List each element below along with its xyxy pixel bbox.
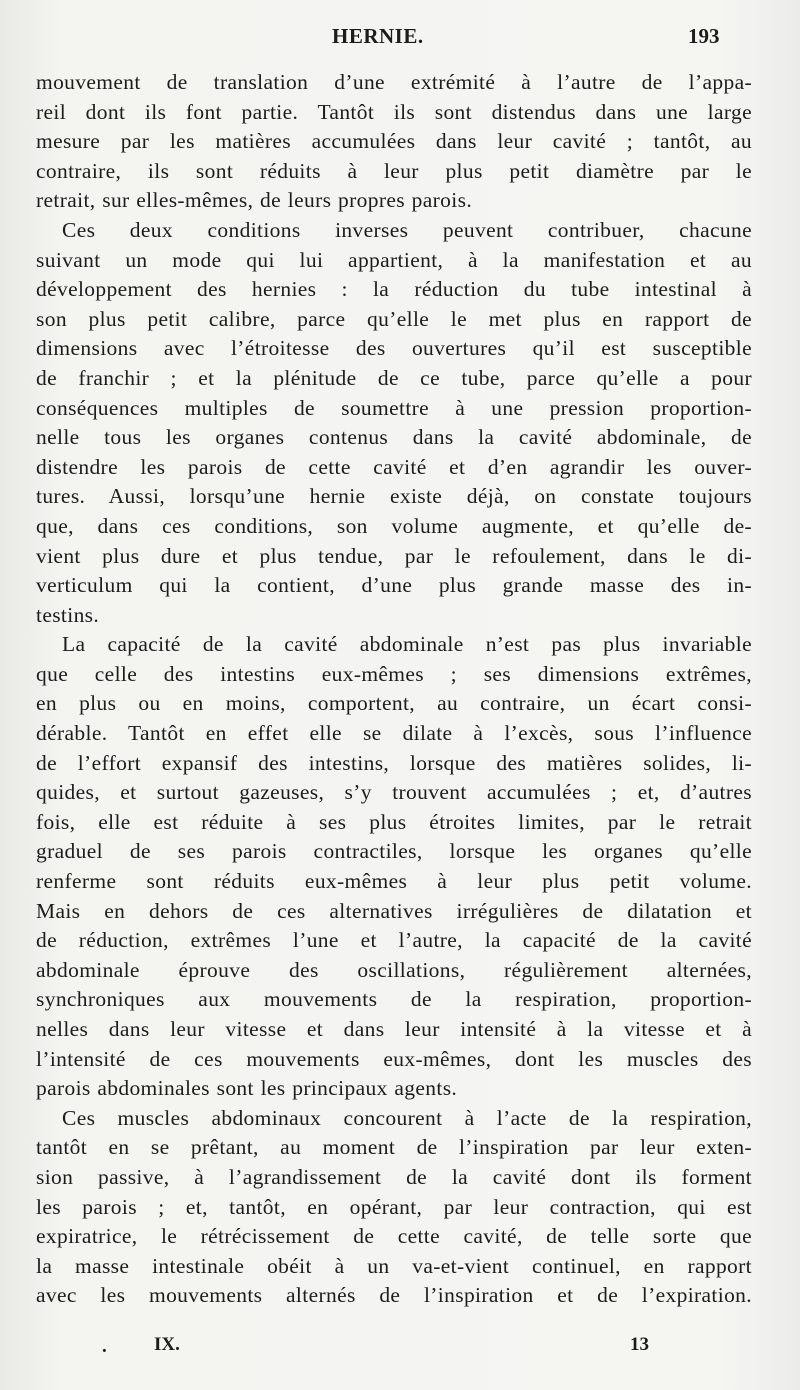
- text-line: Ces muscles abdominaux concourent à l’acte de la respiration,: [62, 1105, 752, 1130]
- signature-number: 13: [630, 1334, 649, 1355]
- page-number: 193: [688, 24, 720, 48]
- text-line: conséquences multiples de soumettre à une pression proportion-: [36, 395, 752, 420]
- text-line: distendre les parois de cette cavité et d’en agrandir les ouver-: [36, 454, 752, 479]
- text-line: graduel de ses parois contractiles, lorsque les organes qu’elle: [36, 839, 752, 864]
- paragraph-4: [36, 1104, 752, 1311]
- text-line: synchroniques aux mouvements de la respiration, proportion-: [36, 987, 752, 1012]
- paragraph-3: [36, 630, 752, 1104]
- text-line: en plus ou en moins, comportent, au contraire, un écart consi-: [36, 691, 752, 716]
- text-line: abdominale éprouve des oscillations, régulièrement alternées,: [36, 957, 752, 982]
- paragraph-1: [36, 68, 752, 216]
- text-line: nelle tous les organes contenus dans la cavité abdominale, de: [36, 425, 752, 450]
- text-line: sion passive, à l’agrandissement de la cavité dont ils forment: [36, 1164, 752, 1189]
- text-line: son plus petit calibre, parce qu’elle le met plus en rapport de: [36, 306, 752, 331]
- text-line: la masse intestinale obéit à un va-et-vient continuel, en rapport: [36, 1253, 752, 1278]
- text-line: dérable. Tantôt en effet elle se dilate à l’excès, sous l’influence: [36, 721, 752, 746]
- text-line: fois, elle est réduite à ses plus étroites limites, par le retrait: [36, 809, 752, 834]
- text-line: expiratrice, le rétrécissement de cette cavité, de telle sorte que: [36, 1224, 752, 1249]
- text-line: l’intensité de ces mouvements eux-mêmes, dont les muscles des: [36, 1046, 752, 1071]
- text-line: les parois ; et, tantôt, en opérant, par leur contraction, qui est: [36, 1194, 752, 1219]
- text-line: tantôt en se prêtant, au moment de l’inspiration par leur exten-: [36, 1135, 752, 1160]
- text-line: mouvement de translation d’une extrémité à l’autre de l’appa-: [36, 70, 752, 94]
- text-line: de franchir ; et la plénitude de ce tube, parce qu’elle a pour: [36, 365, 752, 390]
- text-line: dimensions avec l’étroitesse des ouvertures qu’il est susceptible: [36, 336, 752, 361]
- text-line: vient plus dure et plus tendue, par le refoulement, dans le di-: [36, 543, 752, 568]
- text-line: de l’effort expansif des intestins, lorsque des matières solides, li-: [36, 750, 752, 775]
- text-line: de réduction, extrêmes l’une et l’autre, la capacité de la cavité: [36, 928, 752, 953]
- text-line: développement des hernies : la réduction du tube intestinal à: [36, 277, 752, 302]
- footer-mark: .: [102, 1336, 107, 1357]
- text-line: renferme sont réduits eux-mêmes à leur plus petit volume.: [36, 869, 752, 894]
- text-line: tures. Aussi, lorsqu’une hernie existe déjà, on constate toujours: [36, 484, 752, 509]
- running-title: HERNIE.: [332, 24, 424, 48]
- text-line: verticulum qui la contient, d’une plus grande masse des in-: [36, 573, 752, 598]
- paragraph-2: [36, 216, 752, 630]
- text-line: reil dont ils font partie. Tantôt ils sont distendus dans une large: [36, 99, 752, 124]
- text-line: mesure par les matières accumulées dans leur cavité ; tantôt, au: [36, 129, 752, 154]
- running-head: [0, 22, 800, 54]
- page-footer: [0, 1334, 800, 1364]
- text-line: parois abdominales sont les principaux agents.: [36, 1076, 458, 1101]
- text-line: La capacité de la cavité abdominale n’est pas plus invariable: [62, 632, 752, 657]
- text-line: retrait, sur elles-mêmes, de leurs propres parois.: [36, 188, 473, 213]
- text-line: nelles dans leur vitesse et dans leur intensité à la vitesse et à: [36, 1017, 752, 1041]
- text-line: quides, et surtout gazeuses, s’y trouvent accumulées ; et, d’autres: [36, 780, 752, 805]
- text-line: suivant un mode qui lui appartient, à la manifestation et au: [36, 247, 752, 272]
- volume-number: IX.: [154, 1334, 180, 1355]
- text-line: avec les mouvements alternés de l’inspiration et de l’expiration.: [36, 1283, 752, 1308]
- body-text: [36, 68, 752, 1311]
- text-line: testins.: [36, 602, 100, 627]
- text-line: que, dans ces conditions, son volume augmente, et qu’elle de-: [36, 513, 752, 538]
- text-line: Ces deux conditions inverses peuvent contribuer, chacune: [62, 217, 752, 242]
- text-line: que celle des intestins eux-mêmes ; ses dimensions extrêmes,: [36, 661, 752, 686]
- text-line: Mais en dehors de ces alternatives irrégulières de dilatation et: [36, 898, 752, 923]
- text-line: contraire, ils sont réduits à leur plus petit diamètre par le: [36, 158, 752, 183]
